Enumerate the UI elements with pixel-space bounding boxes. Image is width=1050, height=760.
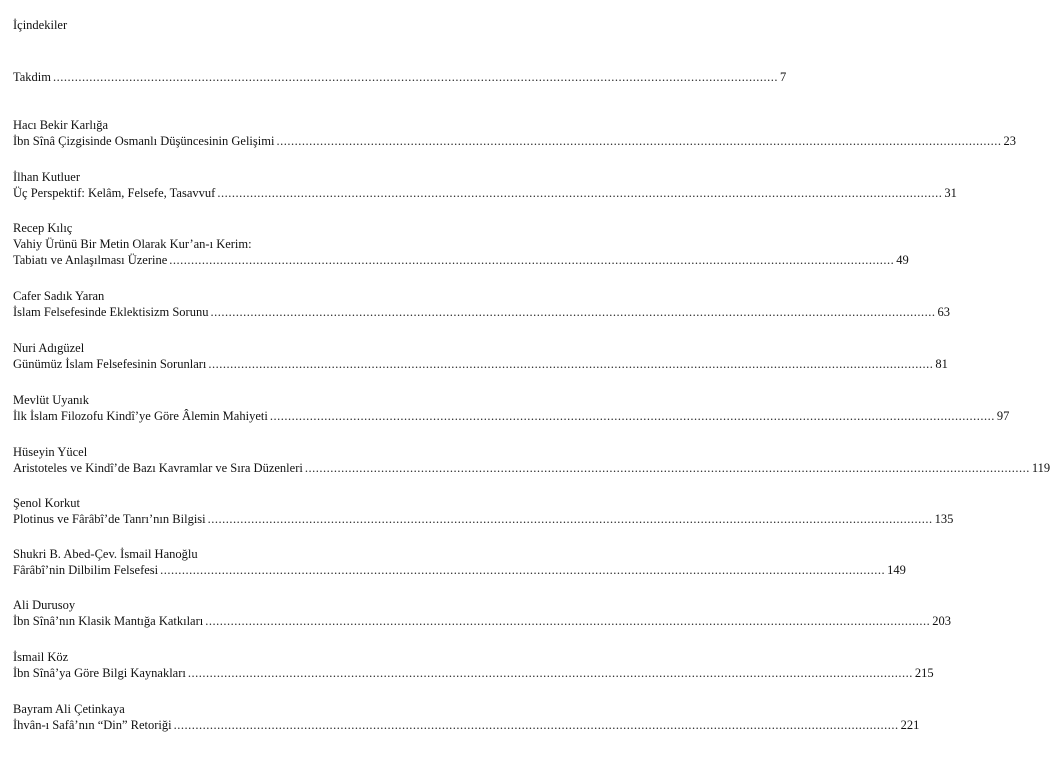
entry-author: Nuri Adıgüzel xyxy=(13,341,85,355)
entry-author: Mevlüt Uyanık xyxy=(13,393,90,407)
entry-title: Günümüz İslam Felsefesinin Sorunları xyxy=(13,357,207,371)
dot-leader: ........................................................................................................................................................................................................ xyxy=(208,357,934,371)
entry-page-number: 97 xyxy=(996,409,1010,423)
entry-author: Şenol Korkut xyxy=(13,496,81,510)
toc-entry[interactable] xyxy=(13,701,920,733)
entry-title-row xyxy=(13,613,951,629)
entry-page-number: 135 xyxy=(934,512,954,526)
dot-leader: ........................................................................................................................................................................................................ xyxy=(205,614,931,628)
toc-entry[interactable] xyxy=(13,169,957,201)
entry-title-row xyxy=(13,408,1010,424)
entry-title: İbn Sînâ’ya Göre Bilgi Kaynakları xyxy=(13,666,186,680)
entry-title: İlk İslam Filozofu Kindî’ye Göre Âlemin Mahiyeti xyxy=(13,409,268,423)
entry-title: İbn Sînâ Çizgisinde Osmanlı Düşüncesinin Gelişimi xyxy=(13,134,275,148)
toc-entry[interactable] xyxy=(13,597,951,629)
entry-title-line: Vahiy Ürünü Bir Metin Olarak Kur’an-ı Kerim: xyxy=(13,237,252,251)
entry-author: Shukri B. Abed-Çev. İsmail Hanoğlu xyxy=(13,547,198,561)
dot-leader: ........................................................................................................................................................................................................ xyxy=(217,186,943,200)
toc-entry[interactable] xyxy=(13,649,934,681)
toc-entry[interactable] xyxy=(13,495,954,527)
dot-leader: ........................................................................................................................................................................................................ xyxy=(173,718,899,732)
entry-page-number: 81 xyxy=(935,357,948,371)
entry-page-number: 7 xyxy=(780,70,787,84)
table-of-contents-page xyxy=(13,0,1050,760)
entry-title-row xyxy=(13,69,787,85)
entry-author: Bayram Ali Çetinkaya xyxy=(13,702,125,716)
entry-author: İsmail Köz xyxy=(13,650,69,664)
entry-title-row xyxy=(13,665,934,681)
entry-page-number: 221 xyxy=(900,718,920,732)
entry-page-number: 215 xyxy=(914,666,934,680)
entry-author: Recep Kılıç xyxy=(13,221,73,235)
entry-page-number: 49 xyxy=(896,253,909,267)
dot-leader: ........................................................................................................................................................................................................ xyxy=(160,563,886,577)
entry-title: Tabiatı ve Anlaşılması Üzerine xyxy=(13,253,168,267)
entry-title-row xyxy=(13,511,954,527)
entry-title-row xyxy=(13,133,1016,149)
dot-leader: ........................................................................................................................................................................................................ xyxy=(53,70,779,84)
toc-entry[interactable] xyxy=(13,340,948,372)
entry-page-number: 31 xyxy=(944,186,957,200)
toc-entry[interactable] xyxy=(13,546,906,578)
entry-title-row xyxy=(13,185,957,201)
entry-page-number: 23 xyxy=(1003,134,1016,148)
entry-title: Plotinus ve Fârâbî’de Tanrı’nın Bilgisi xyxy=(13,512,206,526)
toc-entry[interactable] xyxy=(13,117,1016,149)
entry-author: Hacı Bekir Karlığa xyxy=(13,118,109,132)
entry-author: İlhan Kutluer xyxy=(13,170,80,184)
entry-title: İslam Felsefesinde Eklektisizm Sorunu xyxy=(13,305,209,319)
entry-title-row xyxy=(13,717,920,733)
dot-leader: ........................................................................................................................................................................................................ xyxy=(187,666,913,680)
dot-leader: ........................................................................................................................................................................................................ xyxy=(276,134,1002,148)
entry-page-number: 149 xyxy=(887,563,906,577)
entry-title: İhvân-ı Safâ’nın “Din” Retoriği xyxy=(13,718,172,732)
entry-title-row xyxy=(13,252,909,268)
page-title: İçindekiler xyxy=(13,18,68,32)
entry-title: Fârâbî’nin Dilbilim Felsefesi xyxy=(13,563,159,577)
entry-author: Ali Durusoy xyxy=(13,598,76,612)
entry-title-row xyxy=(13,562,906,578)
entry-title: Takdim xyxy=(13,70,52,84)
dot-leader: ........................................................................................................................................................................................................ xyxy=(269,409,995,423)
dot-leader: ........................................................................................................................................................................................................ xyxy=(304,461,1030,475)
entry-title-row xyxy=(13,460,1050,476)
entry-title-row xyxy=(13,304,950,320)
toc-entry[interactable] xyxy=(13,444,1050,476)
dot-leader: ........................................................................................................................................................................................................ xyxy=(169,253,895,267)
entry-title-row xyxy=(13,356,948,372)
dot-leader: ........................................................................................................................................................................................................ xyxy=(207,512,933,526)
entry-author: Cafer Sadık Yaran xyxy=(13,289,105,303)
entry-page-number: 119 xyxy=(1031,461,1050,475)
dot-leader: ........................................................................................................................................................................................................ xyxy=(210,305,936,319)
entry-title: Aristoteles ve Kindî’de Bazı Kavramlar ve Sıra Düzenleri xyxy=(13,461,303,475)
entry-title: İbn Sînâ’nın Klasik Mantığa Katkıları xyxy=(13,614,204,628)
entry-author: Hüseyin Yücel xyxy=(13,445,88,459)
toc-entry[interactable] xyxy=(13,220,909,268)
entry-page-number: 203 xyxy=(932,614,951,628)
toc-entry[interactable] xyxy=(13,392,1010,424)
entry-page-number: 63 xyxy=(937,305,950,319)
toc-entry[interactable] xyxy=(13,288,950,320)
toc-entry[interactable] xyxy=(13,69,787,85)
entry-title: Üç Perspektif: Kelâm, Felsefe, Tasavvuf xyxy=(13,186,216,200)
